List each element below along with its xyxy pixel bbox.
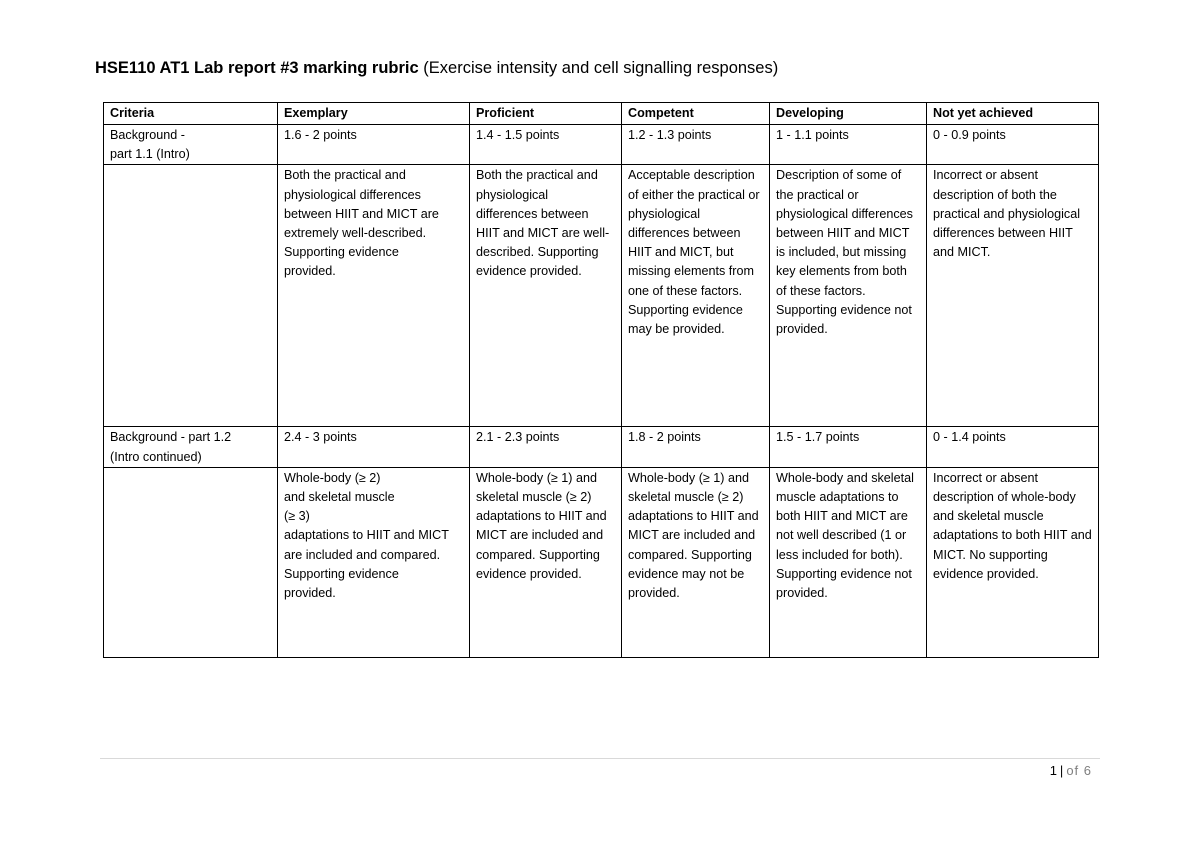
- points-proficient: 2.1 - 2.3 points: [470, 427, 622, 467]
- points-not-yet-achieved: 0 - 0.9 points: [927, 125, 1099, 165]
- points-exemplary: 2.4 - 3 points: [278, 427, 470, 467]
- page-number: 1: [1049, 763, 1057, 778]
- criterion-label-line: part 1.1 (Intro): [110, 147, 190, 162]
- page-title: [95, 58, 778, 78]
- points-developing: 1 - 1.1 points: [770, 125, 927, 165]
- desc-not-yet-achieved: Incorrect or absent description of whole-body and skeletal muscle adaptations to both HIIT and MICT. No supporting evidence provided.: [927, 467, 1099, 657]
- desc-exemplary: [278, 467, 470, 657]
- page-count: of 6: [1066, 763, 1092, 778]
- criterion-label-line: Background -: [110, 128, 185, 142]
- points-developing: 1.5 - 1.7 points: [770, 427, 927, 467]
- points-proficient: 1.4 - 1.5 points: [470, 125, 622, 165]
- desc-line: adaptations to HIIT and MICT are included and compared. Supporting evidence provided.: [284, 528, 449, 601]
- desc-competent: Whole-body (≥ 1) and skeletal muscle (≥ 2) adaptations to HIIT and MICT are included and compared. Supporting evidence may not be provided.: [622, 467, 770, 657]
- table-row: [104, 165, 1099, 427]
- footer-separator: |: [1059, 763, 1064, 778]
- title-main: HSE110 AT1 Lab report #3 marking rubric: [95, 59, 419, 77]
- desc-proficient: Both the practical and physiological differences between HIIT and MICT are well- described. Supporting evidence provided.: [470, 165, 622, 427]
- criterion-label-line: (Intro continued): [110, 449, 202, 464]
- points-competent: 1.8 - 2 points: [622, 427, 770, 467]
- points-exemplary: 1.6 - 2 points: [278, 125, 470, 165]
- table-row: [104, 125, 1099, 165]
- desc-not-yet-achieved: Incorrect or absent description of both the practical and physiological differences between HIIT and MICT.: [927, 165, 1099, 427]
- page-footer: [1050, 762, 1092, 780]
- footer-divider: [100, 758, 1100, 759]
- table-row: [104, 467, 1099, 657]
- empty-cell: [104, 165, 278, 427]
- desc-exemplary: Both the practical and physiological differences between HIIT and MICT are extremely well-described. Supporting evidence provided.: [278, 165, 470, 427]
- header-exemplary: Exemplary: [278, 103, 470, 125]
- header-criteria: Criteria: [104, 103, 278, 125]
- points-not-yet-achieved: 0 - 1.4 points: [927, 427, 1099, 467]
- desc-line: Whole-body (≥ 2): [284, 470, 381, 485]
- criterion-label: [104, 125, 278, 165]
- header-not-yet-achieved: Not yet achieved: [927, 103, 1099, 125]
- header-row: [104, 103, 1099, 125]
- header-proficient: Proficient: [470, 103, 622, 125]
- header-developing: Developing: [770, 103, 927, 125]
- desc-line: and skeletal muscle: [284, 490, 395, 505]
- desc-developing: Whole-body and skeletal muscle adaptations to both HIIT and MICT are not well described (1 or less included for both). Supporting evidence not provided.: [770, 467, 927, 657]
- points-competent: 1.2 - 1.3 points: [622, 125, 770, 165]
- title-subtitle: (Exercise intensity and cell signalling responses): [423, 59, 779, 77]
- empty-cell: [104, 467, 278, 657]
- desc-proficient: Whole-body (≥ 1) and skeletal muscle (≥ 2) adaptations to HIIT and MICT are included and compared. Supporting evidence provided.: [470, 467, 622, 657]
- criterion-label: [104, 427, 278, 467]
- table-row: [104, 427, 1099, 467]
- header-competent: Competent: [622, 103, 770, 125]
- desc-competent: Acceptable description of either the practical or physiological differences between HIIT and MICT, but missing elements from one of these factors. Supporting evidence may be provided.: [622, 165, 770, 427]
- marking-rubric-table: [103, 102, 1099, 658]
- criterion-label-line: Background - part 1.2: [110, 430, 232, 445]
- desc-line: (≥ 3): [284, 509, 310, 524]
- desc-developing: Description of some of the practical or physiological differences between HIIT and MICT is included, but missing key elements from both of these factors. Supporting evidence not provided.: [770, 165, 927, 427]
